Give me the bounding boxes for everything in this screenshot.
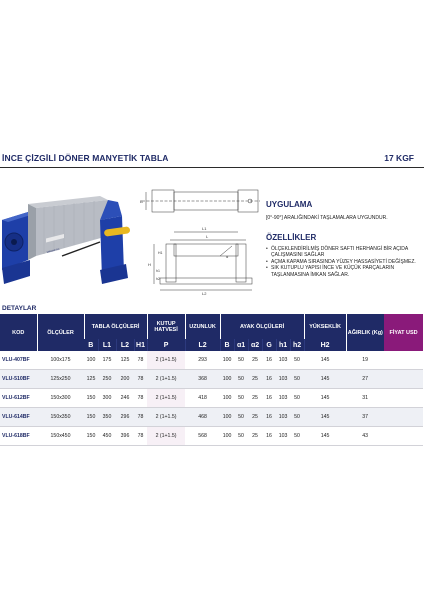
cell-H2: 145 xyxy=(304,389,346,408)
header-tabla: TABLA ÖLÇÜLERİ xyxy=(84,314,147,339)
details-heading: DETAYLAR xyxy=(2,305,37,312)
drawing-label-h2: h2 xyxy=(156,277,160,281)
cell-h2: 50 xyxy=(290,427,304,446)
header-kod: KOD xyxy=(0,314,37,351)
cell-P: 2 (1+1.5) xyxy=(147,389,185,408)
drawing-label-L1: L1 xyxy=(202,226,207,231)
subheader-uzunluk-L2: L2 xyxy=(185,339,220,351)
drawing-label-alpha: α xyxy=(226,254,229,259)
subheader-ayak-B: B xyxy=(220,339,234,351)
uygulama-text: [0°-90°] ARALIĞINDAKİ TAŞLAMALARA UYGUNDUR. xyxy=(266,215,388,221)
cell-fiyat xyxy=(384,408,423,427)
cell-L2: 125 xyxy=(116,351,134,370)
weight-label: 17 KGF xyxy=(384,153,414,163)
cell-L2: 246 xyxy=(116,389,134,408)
table-row xyxy=(0,427,423,446)
header-yukseklik: YÜKSEKLİK xyxy=(304,314,346,339)
subheader-a2: ɑ2 xyxy=(248,339,262,351)
cell-L2: 296 xyxy=(116,408,134,427)
cell-uzunluk: 568 xyxy=(185,427,220,446)
title-row xyxy=(0,153,424,167)
subheader-B: B xyxy=(84,339,98,351)
subheader-h1: h1 xyxy=(276,339,290,351)
cell-ayak-B: 100 xyxy=(220,351,234,370)
cell-a2: 25 xyxy=(248,408,262,427)
cell-uzunluk: 468 xyxy=(185,408,220,427)
header-ayak: AYAK ÖLÇÜLERİ xyxy=(220,314,304,339)
cell-H2: 145 xyxy=(304,351,346,370)
feature-item: • SIK KUTUPLU YAPISI İNCE VE KÜÇÜK PARÇALARIN TAŞLANMASINA İMKAN SAĞLAR. xyxy=(266,265,422,278)
cell-H1: 78 xyxy=(134,389,147,408)
cell-P: 2 (1+1.5) xyxy=(147,351,185,370)
cell-L1: 350 xyxy=(98,408,116,427)
uygulama-heading: UYGULAMA xyxy=(266,200,313,209)
cell-kod: VLU-618BF xyxy=(0,427,37,446)
cell-G: 16 xyxy=(262,408,276,427)
table-row xyxy=(0,389,423,408)
page-title: İNCE ÇİZGİLİ DÖNER MANYETİK TABLA xyxy=(2,153,169,163)
cell-olculer: 150x450 xyxy=(37,427,84,446)
cell-P: 2 (1+1.5) xyxy=(147,408,185,427)
cell-B: 100 xyxy=(84,351,98,370)
cell-h2: 50 xyxy=(290,408,304,427)
cell-a2: 25 xyxy=(248,389,262,408)
cell-B: 150 xyxy=(84,427,98,446)
subheader-G: G xyxy=(262,339,276,351)
photo-badge: MAGNETIC xyxy=(46,247,61,254)
cell-ayak-B: 100 xyxy=(220,427,234,446)
subheader-P: P xyxy=(147,339,185,351)
cell-a1: 50 xyxy=(234,408,248,427)
cell-H1: 78 xyxy=(134,351,147,370)
cell-agirlik: 37 xyxy=(346,408,384,427)
cell-ayak-B: 100 xyxy=(220,408,234,427)
cell-h1: 103 xyxy=(276,389,290,408)
cell-h1: 103 xyxy=(276,351,290,370)
cell-L1: 250 xyxy=(98,370,116,389)
cell-L1: 175 xyxy=(98,351,116,370)
cell-a1: 50 xyxy=(234,389,248,408)
cell-h1: 103 xyxy=(276,427,290,446)
subheader-L1: L1 xyxy=(98,339,116,351)
drawing-label-B: B xyxy=(140,199,143,204)
cell-L1: 300 xyxy=(98,389,116,408)
cell-olculer: 150x300 xyxy=(37,389,84,408)
drawing-label-L2: L2 xyxy=(202,291,207,296)
feature-list xyxy=(266,246,422,278)
cell-ayak-B: 100 xyxy=(220,389,234,408)
feature-item: • ÖLÇEKLENDİRİLMİŞ DÖNER SAFTI HERHANGİ BİR AÇIDA ÇALIŞMASINI SAĞLAR xyxy=(266,246,422,259)
header-fiyat: FİYAT USD xyxy=(384,314,423,351)
cell-kod: VLU-612BF xyxy=(0,389,37,408)
subheader-H2: H2 xyxy=(304,339,346,351)
cell-H2: 145 xyxy=(304,370,346,389)
product-photo xyxy=(0,190,135,290)
cell-H2: 145 xyxy=(304,408,346,427)
cell-fiyat xyxy=(384,427,423,446)
subheader-a1: ɑ1 xyxy=(234,339,248,351)
subheader-L2: L2 xyxy=(116,339,134,351)
table-row xyxy=(0,408,423,427)
table-row xyxy=(0,351,423,370)
cell-fiyat xyxy=(384,370,423,389)
cell-H1: 78 xyxy=(134,408,147,427)
table-row xyxy=(0,370,423,389)
cell-G: 16 xyxy=(262,427,276,446)
title-divider xyxy=(0,167,424,168)
cell-a2: 25 xyxy=(248,351,262,370)
cell-agirlik: 43 xyxy=(346,427,384,446)
drawing-label-H: H xyxy=(148,262,151,267)
cell-a2: 25 xyxy=(248,370,262,389)
cell-B: 125 xyxy=(84,370,98,389)
header-agirlik: AĞIRLIK (Kg) xyxy=(346,314,384,351)
cell-L1: 450 xyxy=(98,427,116,446)
spec-table xyxy=(0,314,423,446)
cell-L2: 396 xyxy=(116,427,134,446)
cell-olculer: 100x175 xyxy=(37,351,84,370)
cell-kod: VLU-510BF xyxy=(0,370,37,389)
cell-a1: 50 xyxy=(234,370,248,389)
drawing-label-h1: h1 xyxy=(156,269,160,273)
cell-G: 16 xyxy=(262,351,276,370)
technical-drawing xyxy=(140,182,262,300)
cell-olculer: 150x350 xyxy=(37,408,84,427)
cell-H1: 78 xyxy=(134,370,147,389)
cell-uzunluk: 368 xyxy=(185,370,220,389)
cell-agirlik: 19 xyxy=(346,351,384,370)
header-olculer: ÖLÇÜLER xyxy=(37,314,84,351)
cell-B: 150 xyxy=(84,408,98,427)
subheader-h2: h2 xyxy=(290,339,304,351)
cell-a2: 25 xyxy=(248,427,262,446)
cell-agirlik: 31 xyxy=(346,389,384,408)
cell-agirlik: 27 xyxy=(346,370,384,389)
cell-ayak-B: 100 xyxy=(220,370,234,389)
cell-h1: 103 xyxy=(276,370,290,389)
header-kutup: KUTUP HATVESİ xyxy=(147,314,185,339)
cell-P: 2 (1+1.5) xyxy=(147,427,185,446)
cell-olculer: 125x250 xyxy=(37,370,84,389)
cell-B: 150 xyxy=(84,389,98,408)
table-body xyxy=(28,204,36,260)
cell-h1: 103 xyxy=(276,408,290,427)
cell-G: 16 xyxy=(262,370,276,389)
cell-h2: 50 xyxy=(290,351,304,370)
header-uzunluk: UZUNLUK xyxy=(185,314,220,339)
cell-P: 2 (1+1.5) xyxy=(147,370,185,389)
subheader-H1: H1 xyxy=(134,339,147,351)
cell-fiyat xyxy=(384,351,423,370)
ozellikler-heading: ÖZELLİKLER xyxy=(266,233,317,242)
cell-h2: 50 xyxy=(290,370,304,389)
cell-a1: 50 xyxy=(234,351,248,370)
cell-kod: VLU-407BF xyxy=(0,351,37,370)
cell-h2: 50 xyxy=(290,389,304,408)
cell-G: 16 xyxy=(262,389,276,408)
cell-H1: 78 xyxy=(134,427,147,446)
feature-item: • AÇMA KAPAMA SIRASINDA YÜZEY HASSASİYETİ DEĞİŞMEZ. xyxy=(266,259,422,265)
cell-a1: 50 xyxy=(234,427,248,446)
cell-uzunluk: 293 xyxy=(185,351,220,370)
cell-L2: 200 xyxy=(116,370,134,389)
cell-fiyat xyxy=(384,389,423,408)
cell-uzunluk: 418 xyxy=(185,389,220,408)
cell-H2: 145 xyxy=(304,427,346,446)
drawing-label-L: L xyxy=(206,234,209,239)
cell-kod: VLU-614BF xyxy=(0,408,37,427)
drawing-label-H1: H1 xyxy=(158,251,163,255)
